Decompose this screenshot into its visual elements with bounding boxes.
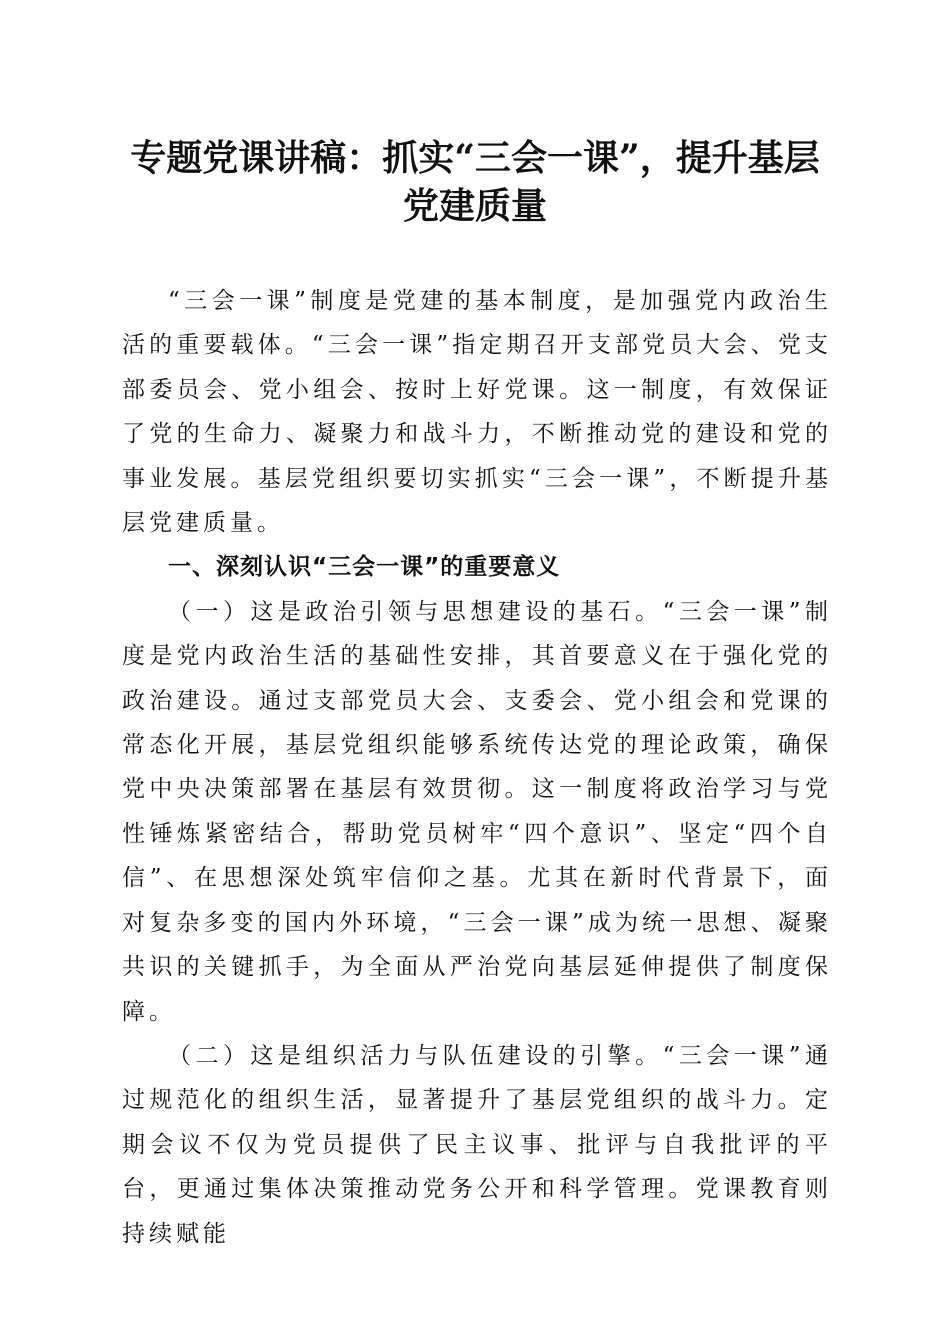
paragraph-2: （二）这是组织活力与队伍建设的引擎。“三会一课”通过规范化的组织生活，显著提升了基层党组织的战斗力。定期会议不仅为党员提供了民主议事、批评与自我批评的平台，更通过集体决策推动党务公开和科学管理。党课教育则持续赋能 bbox=[122, 1042, 832, 1247]
document-body bbox=[122, 279, 832, 1256]
document-title bbox=[110, 134, 840, 230]
title-line-2: 党建质量 bbox=[402, 185, 547, 227]
title-line-1: 专题党课讲稿：抓实“三会一课”，提升基层 bbox=[130, 137, 820, 179]
paragraph-1: （一）这是政治引领与思想建设的基石。“三会一课”制度是党内政治生活的基础性安排，其首要意义在于强化党的政治建设。通过支部党员大会、支委会、党小组会和党课的常态化开展，基层党组织能够系统传达党的理论政策，确保党中央决策部署在基层有效贯彻。这一制度将政治学习与党性锤炼紧密结合，帮助党员树牢“四个意识”、坚定“四个自信”、在思想深处筑牢信仰之基。尤其在新时代背景下，面对复杂多变的国内外环境，“三会一课”成为统一思想、凝聚共识的关键抓手，为全面从严治党向基层延伸提供了制度保障。 bbox=[122, 598, 832, 1025]
intro-paragraph: “三会一课”制度是党建的基本制度，是加强党内政治生活的重要载体。“三会一课”指定期召开支部党员大会、党支部委员会、党小组会、按时上好党课。这一制度，有效保证了党的生命力、凝聚力和战斗力，不断推动党的建设和党的事业发展。基层党组织要切实抓实“三会一课”，不断提升基层党建质量。 bbox=[122, 288, 832, 537]
section-heading-1: 一、深刻认识“三会一课”的重要意义 bbox=[168, 554, 561, 581]
